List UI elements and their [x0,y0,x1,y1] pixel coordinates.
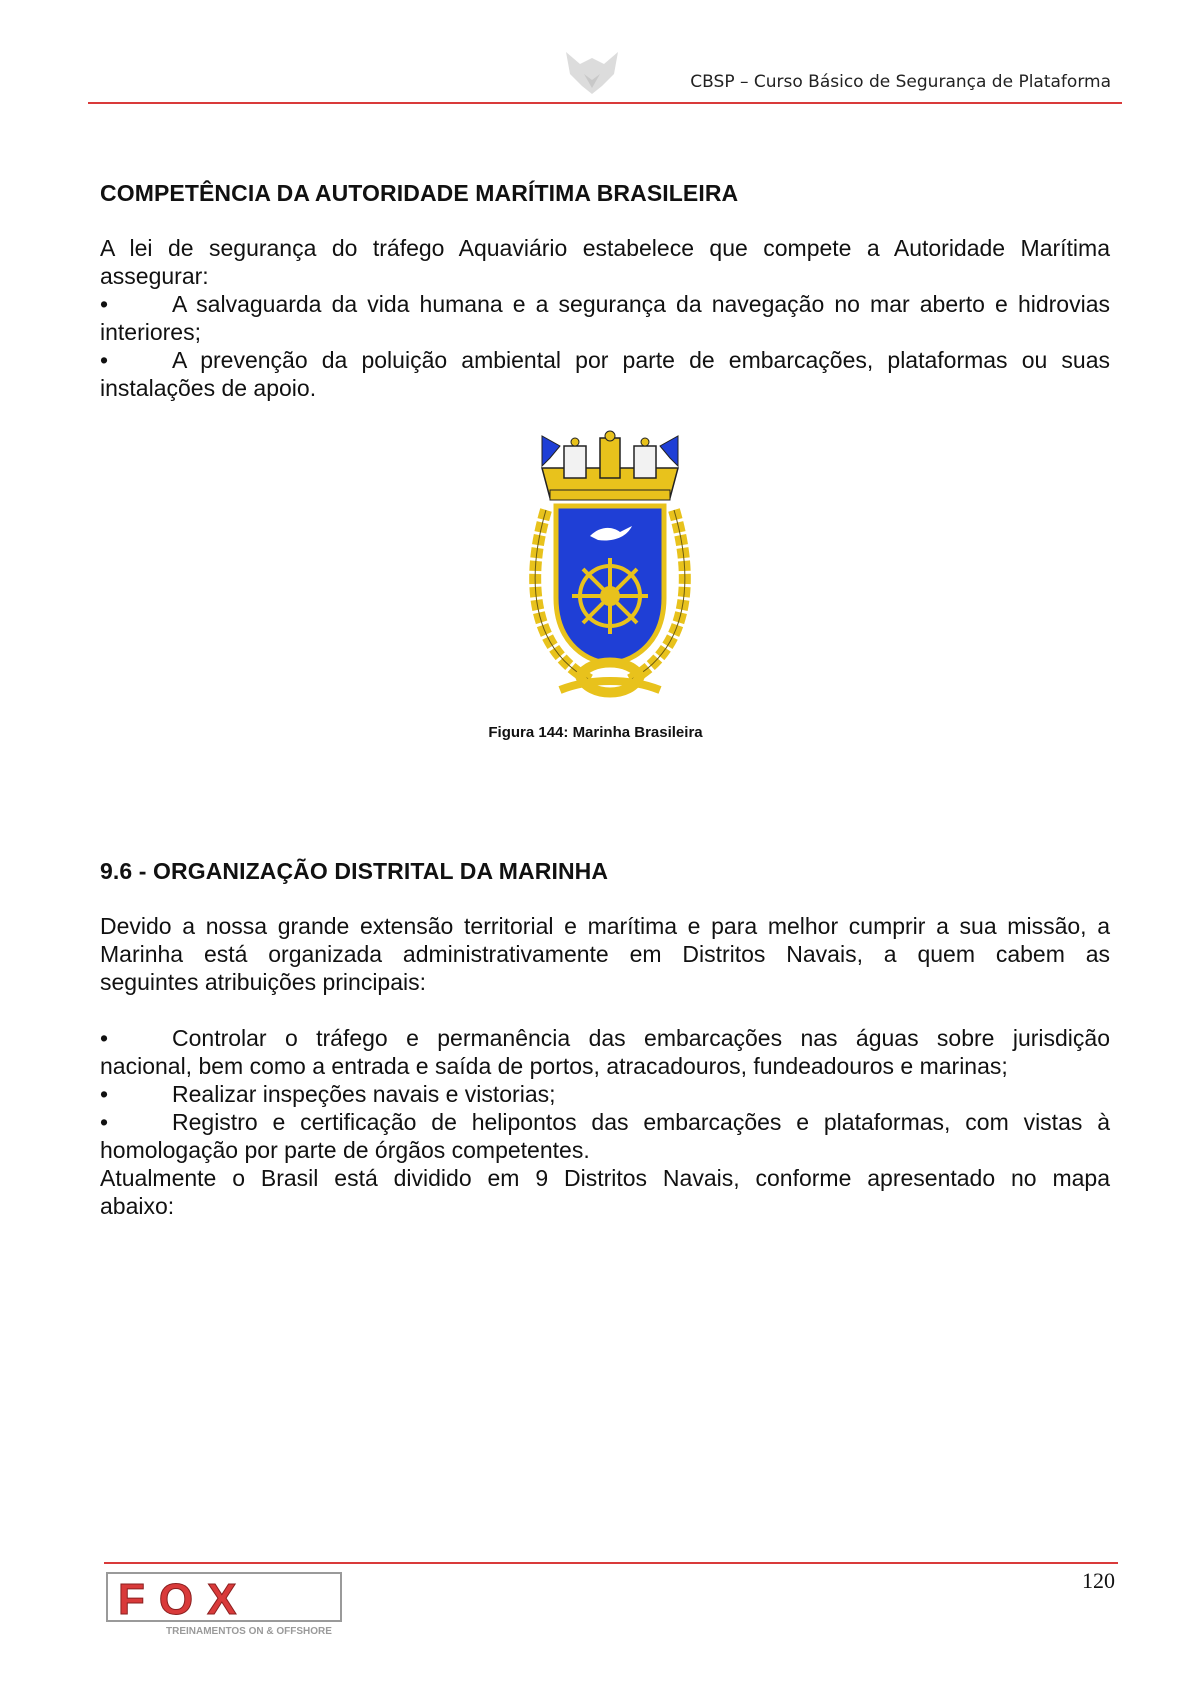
list-item [100,1080,1110,1108]
page-number: 120 [1082,1568,1115,1593]
text-line: interiores; [100,319,201,345]
bullet-icon: • [100,1109,109,1135]
section2-intro [100,912,1110,996]
header-divider [88,102,1122,104]
figure-caption: Figura 144: Marinha Brasileira [488,724,703,741]
list-item [100,290,1110,346]
fox-logo-text: FOX [118,1575,251,1624]
navy-coat-of-arms-icon [520,428,700,708]
text-line: Controlar o tráfego e permanência das embarcações nas águas sobre jurisdição [172,1025,1110,1051]
footer-divider [104,1562,1118,1564]
text-line: abaixo: [100,1193,175,1219]
section1-intro [100,234,1110,290]
text-line: seguintes atribuições principais: [100,969,427,995]
text-line: A lei de segurança do tráfego Aquaviário estabelece que compete a Autoridade Marítima [100,235,1110,261]
list-item [100,1024,1110,1080]
section-heading-competencia: COMPETÊNCIA DA AUTORIDADE MARÍTIMA BRASILEIRA [100,180,739,206]
fox-logo-subtitle: TREINAMENTOS ON & OFFSHORE [166,1626,332,1637]
text-line: A prevenção da poluição ambiental por parte de embarcações, plataformas ou suas [172,347,1110,373]
section-heading-organizacao: 9.6 - ORGANIZAÇÃO DISTRITAL DA MARINHA [100,858,609,884]
text-line: A salvaguarda da vida humana e a segurança da navegação no mar aberto e hidrovias [172,291,1110,317]
bullet-icon: • [100,347,109,373]
text-line: Devido a nossa grande extensão territorial e marítima e para melhor cumprir a sua missão, a [100,913,1110,939]
fox-logo [106,1572,342,1638]
text-line: assegurar: [100,263,209,289]
text-line: Atualmente o Brasil está dividido em 9 Distritos Navais, conforme apresentado no mapa [100,1165,1110,1191]
bullet-icon: • [100,291,109,317]
fox-watermark-icon [562,48,622,96]
header-title: CBSP – Curso Básico de Segurança de Plataforma [690,72,1111,92]
text-line: nacional, bem como a entrada e saída de portos, atracadouros, fundeadouros e marinas; [100,1053,1008,1079]
text-line: instalações de apoio. [100,375,317,401]
bullet-icon: • [100,1081,109,1107]
text-line: Registro e certificação de helipontos das embarcações e plataformas, com vistas à [172,1109,1110,1135]
bullet-icon: • [100,1025,109,1051]
text-line: homologação por parte de órgãos competentes. [100,1137,590,1163]
text-line: Realizar inspeções navais e vistorias; [172,1081,556,1107]
section2-closing [100,1164,1110,1220]
list-item [100,1108,1110,1164]
text-line: Marinha está organizada administrativamente em Distritos Navais, a quem cabem as [100,941,1110,967]
list-item [100,346,1110,402]
